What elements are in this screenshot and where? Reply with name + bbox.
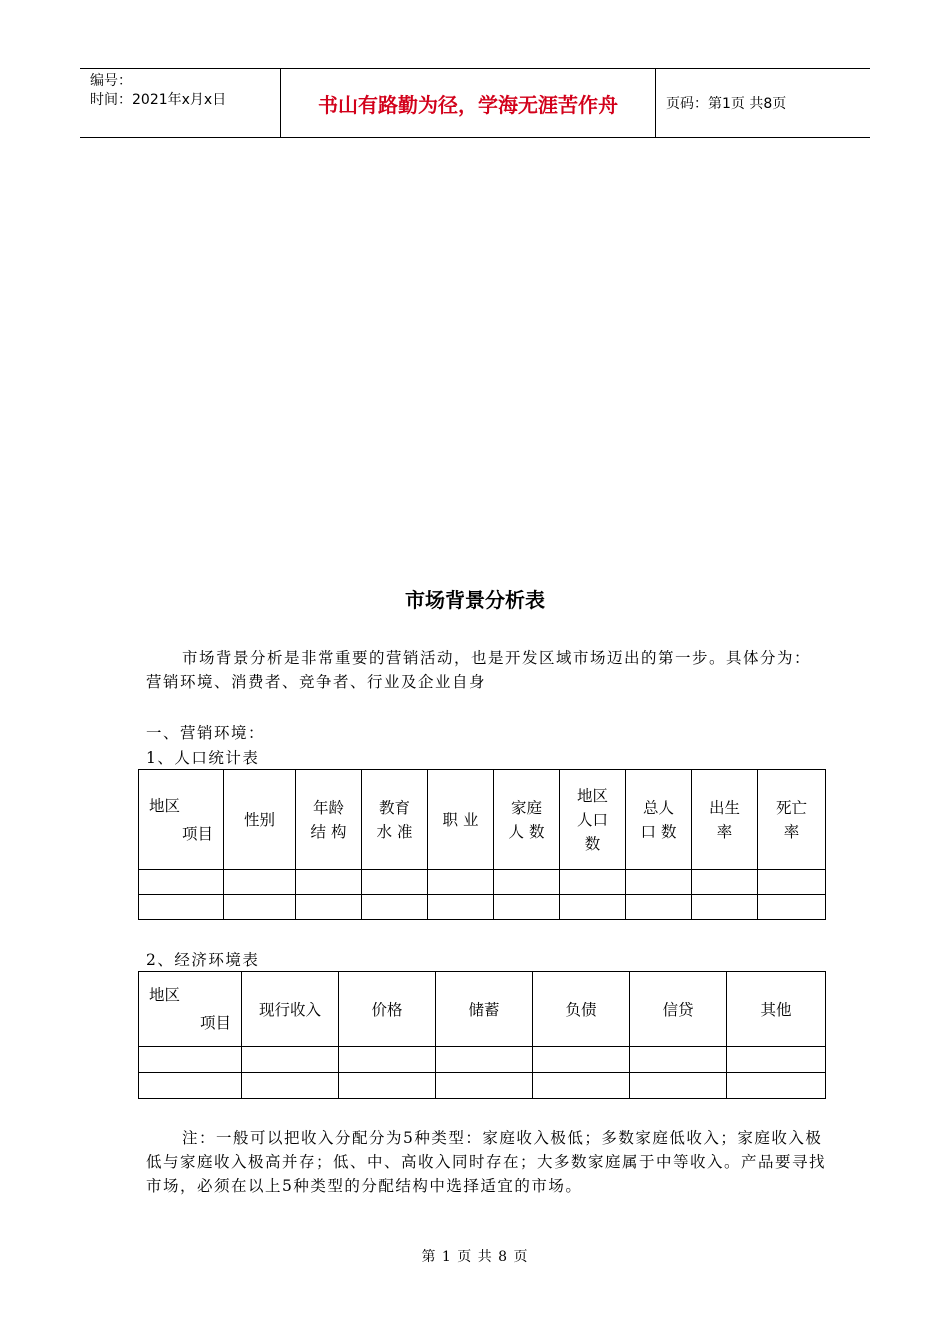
column-header: 信贷 [630,972,727,1047]
header-line: 人 数 [508,822,545,841]
note-paragraph: 注：一般可以把收入分配分为5种类型：家庭收入极低；多数家庭低收入；家庭收入极低与家庭收入极高并存；低、中、高收入同时存在；大多数家庭属于中等收入。产品要寻找市场，必须在以上5种类型的分配结构中选择适宜的市场。 [146,1129,827,1195]
column-header: 其他 [727,972,826,1047]
page-footer: 第 1 页 共 8 页 [421,1249,529,1265]
table-row [139,895,826,920]
header-line: 结 构 [310,822,347,841]
header-line: 出生 [708,798,740,817]
header-line: 总人 [642,798,674,817]
corner-top-label: 项目 [199,1014,231,1032]
header-line: 率 [783,822,800,841]
header-line: 率 [716,822,733,841]
column-header [626,770,692,870]
column-header [560,770,626,870]
header-motto: 书山有路勤为径，学海无涯苦作舟 [280,69,656,137]
intro-paragraph: 市场背景分析是非常重要的营销活动，也是开发区域市场迈出的第一步。具体分为：营销环境、消费者、竞争者、行业及企业自身 [146,649,812,691]
header-line: 水 准 [376,822,413,841]
table-row [139,1073,826,1099]
economy-table [138,971,826,1099]
column-header [362,770,428,870]
corner-cell [139,972,242,1047]
corner-cell [139,770,224,870]
header-line: 口 数 [640,822,677,841]
header-line: 数 [584,834,601,853]
doc-date-label: 时间：2021年x月x日 [90,92,227,108]
header-line: 年龄 [312,798,344,817]
table-header-row [139,770,826,870]
table-row [139,870,826,895]
corner-bottom-label: 地区 [149,796,181,815]
column-header: 价格 [339,972,436,1047]
column-header [224,770,296,870]
column-header [428,770,494,870]
section-heading: 一、营销环境： [146,724,266,742]
page-title: 市场背景分析表 [405,588,545,612]
header-line: 人口 [576,810,608,829]
population-table [138,769,826,920]
column-header: 储蓄 [436,972,533,1047]
column-header: 现行收入 [242,972,339,1047]
header-page-info: 页码：第1页 共8页 [666,96,787,112]
doc-number-label: 编号： [90,73,132,89]
page-header [80,68,870,138]
header-line: 死亡 [775,798,807,817]
header-line: 教育 [378,798,410,817]
header-line: 性别 [243,810,275,829]
table-header-row [139,972,826,1047]
header-line: 职 业 [442,810,479,829]
column-header [296,770,362,870]
table-row [139,1047,826,1073]
table1-caption: 1、人口统计表 [146,749,260,767]
header-meta [80,69,280,137]
column-header [494,770,560,870]
corner-bottom-label: 地区 [149,986,181,1004]
column-header: 负债 [533,972,630,1047]
column-header [758,770,826,870]
header-line: 家庭 [510,798,542,817]
column-header [692,770,758,870]
table2-caption: 2、经济环境表 [146,951,260,969]
header-line: 地区 [576,786,608,805]
corner-top-label: 项目 [181,824,213,843]
